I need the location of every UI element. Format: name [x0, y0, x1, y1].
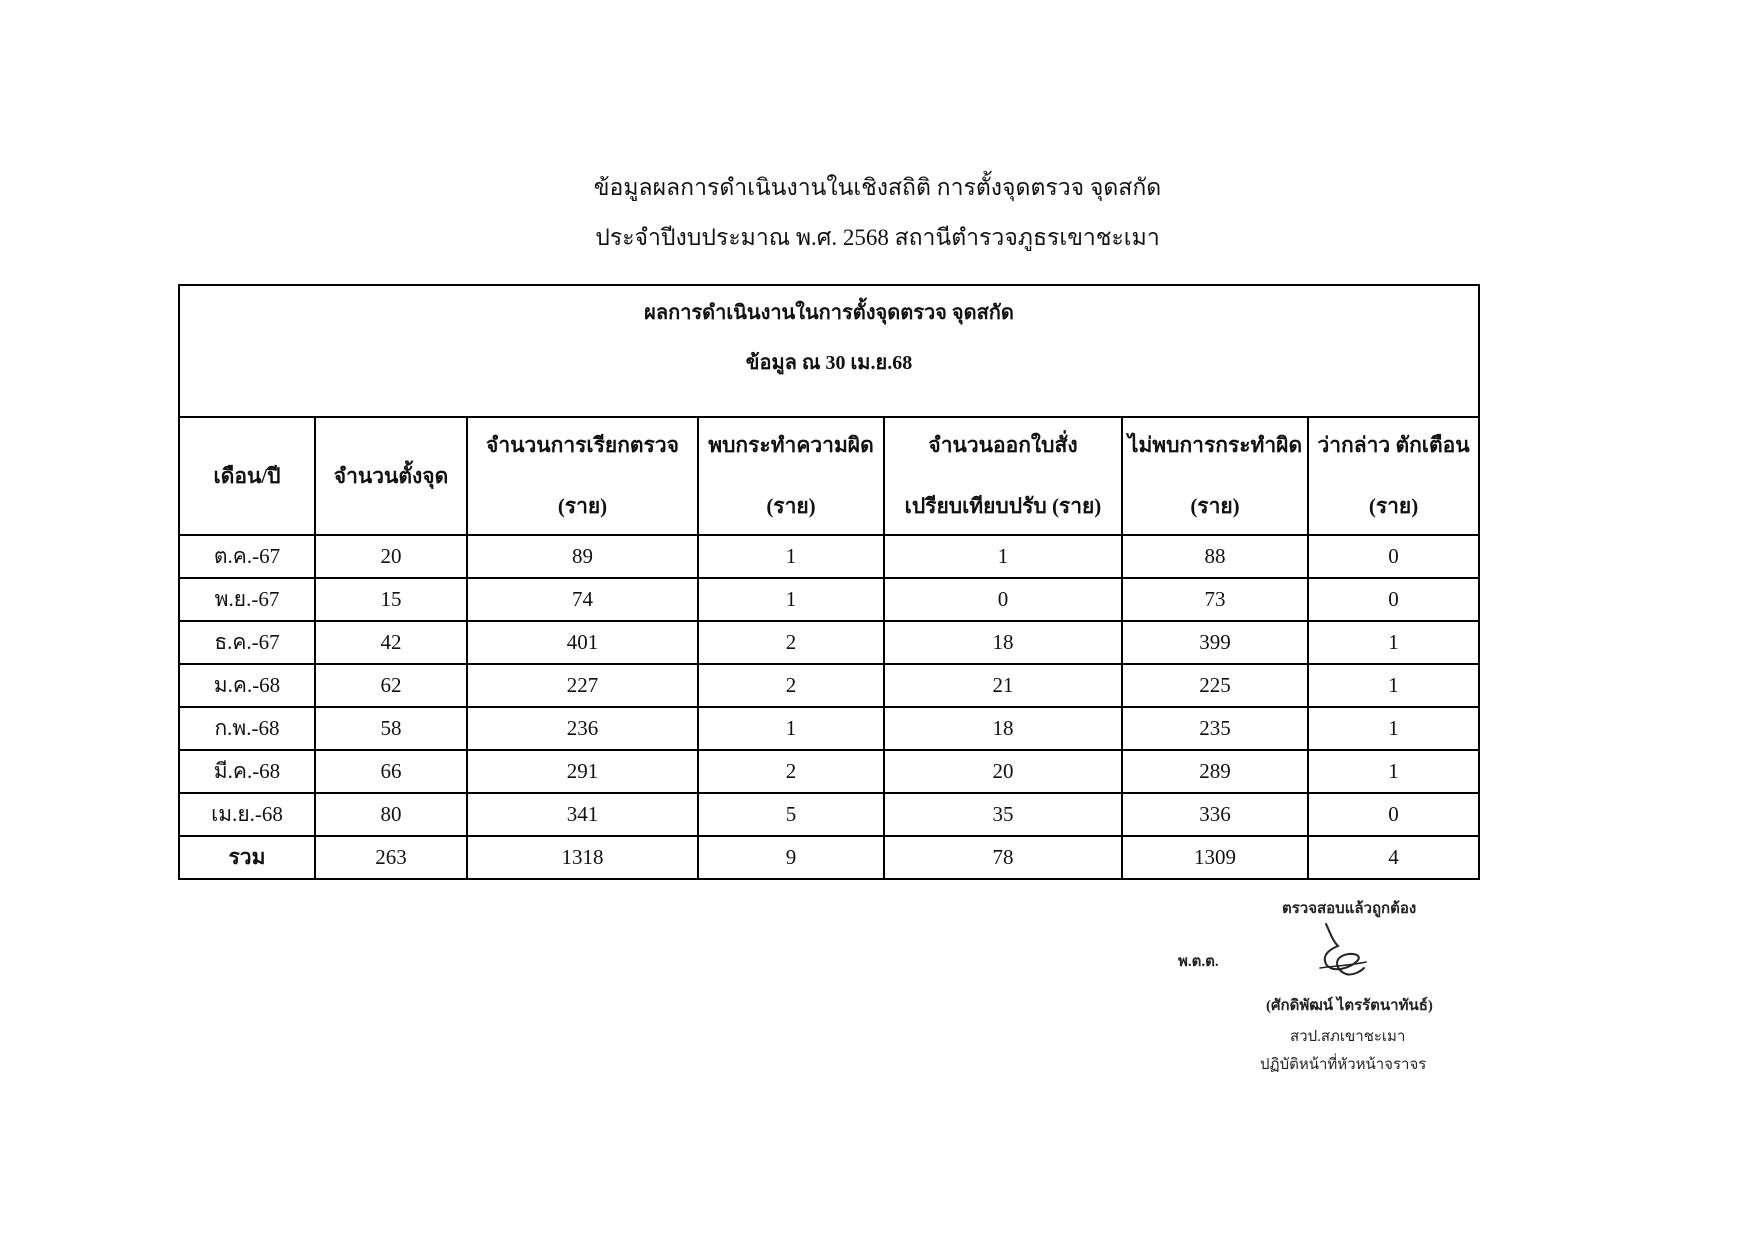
cell-no-offense: 399 [1122, 621, 1308, 664]
cell-inspections: 401 [467, 621, 698, 664]
table-row [179, 750, 1479, 793]
cell-warnings: 0 [1308, 578, 1479, 621]
cell-inspections: 89 [467, 535, 698, 578]
checkpoint-statistics-table [178, 284, 1480, 880]
header-checkpoints: จำนวนตั้งจุด [315, 417, 467, 535]
cell-checkpoints: 58 [315, 707, 467, 750]
table-row [179, 664, 1479, 707]
verified-note: ตรวจสอบแล้วถูกต้อง [1282, 901, 1417, 917]
cell-warnings: 1 [1308, 750, 1479, 793]
cell-no-offense: 73 [1122, 578, 1308, 621]
cell-warnings: 1 [1308, 621, 1479, 664]
total-label: รวม [179, 836, 315, 879]
cell-checkpoints: 15 [315, 578, 467, 621]
total-tickets: 78 [884, 836, 1122, 879]
cell-month: ก.พ.-68 [179, 707, 315, 750]
cell-tickets: 35 [884, 793, 1122, 836]
signer-name: (ศักดิพัฒน์ ไตรรัตนาทันธ์) [1266, 998, 1433, 1014]
signer-position: สวป.สภเขาชะเมา [1290, 1029, 1406, 1045]
table-header-row [179, 417, 1479, 535]
table-caption-title: ผลการดำเนินงานในการตั้งจุดตรวจ จุดสกัด [644, 302, 1014, 324]
cell-inspections: 227 [467, 664, 698, 707]
cell-offenses: 2 [698, 664, 884, 707]
table-caption [179, 285, 1479, 417]
header-month: เดือน/ปี [179, 417, 315, 535]
cell-no-offense: 289 [1122, 750, 1308, 793]
cell-month: มี.ค.-68 [179, 750, 315, 793]
cell-month: พ.ย.-67 [179, 578, 315, 621]
cell-warnings: 1 [1308, 664, 1479, 707]
signer-rank: พ.ต.ต. [1178, 954, 1219, 970]
cell-inspections: 291 [467, 750, 698, 793]
cell-warnings: 0 [1308, 793, 1479, 836]
cell-tickets: 18 [884, 707, 1122, 750]
cell-checkpoints: 20 [315, 535, 467, 578]
cell-month: ต.ค.-67 [179, 535, 315, 578]
cell-checkpoints: 62 [315, 664, 467, 707]
table-row [179, 621, 1479, 664]
cell-offenses: 2 [698, 750, 884, 793]
header-offenses: พบกระทำความผิด (ราย) [698, 417, 884, 535]
cell-tickets: 1 [884, 535, 1122, 578]
cell-tickets: 18 [884, 621, 1122, 664]
total-warnings: 4 [1308, 836, 1479, 879]
table-caption-date: ข้อมูล ณ 30 เม.ย.68 [745, 352, 913, 374]
cell-checkpoints: 80 [315, 793, 467, 836]
total-no-offense: 1309 [1122, 836, 1308, 879]
total-checkpoints: 263 [315, 836, 467, 879]
total-offenses: 9 [698, 836, 884, 879]
header-warnings: ว่ากล่าว ตักเตือน (ราย) [1308, 417, 1479, 535]
cell-checkpoints: 42 [315, 621, 467, 664]
cell-no-offense: 336 [1122, 793, 1308, 836]
document-title: ข้อมูลผลการดำเนินงานในเชิงสถิติ การตั้งจุดตรวจ จุดสกัด [593, 175, 1162, 200]
table-total-row [179, 836, 1479, 879]
cell-warnings: 1 [1308, 707, 1479, 750]
cell-checkpoints: 66 [315, 750, 467, 793]
cell-no-offense: 235 [1122, 707, 1308, 750]
cell-inspections: 341 [467, 793, 698, 836]
cell-offenses: 2 [698, 621, 884, 664]
total-inspections: 1318 [467, 836, 698, 879]
table-row [179, 707, 1479, 750]
table-row [179, 578, 1479, 621]
table-row [179, 535, 1479, 578]
cell-offenses: 1 [698, 535, 884, 578]
cell-inspections: 236 [467, 707, 698, 750]
cell-offenses: 1 [698, 707, 884, 750]
cell-tickets: 0 [884, 578, 1122, 621]
header-tickets: จำนวนออกใบสั่ง เปรียบเทียบปรับ (ราย) [884, 417, 1122, 535]
handwritten-signature [1312, 920, 1368, 982]
cell-month: ธ.ค.-67 [179, 621, 315, 664]
cell-month: เม.ย.-68 [179, 793, 315, 836]
cell-tickets: 20 [884, 750, 1122, 793]
cell-no-offense: 88 [1122, 535, 1308, 578]
cell-warnings: 0 [1308, 535, 1479, 578]
cell-offenses: 1 [698, 578, 884, 621]
signer-acting-role: ปฏิบัติหน้าที่หัวหน้าจราจร [1260, 1057, 1427, 1073]
cell-no-offense: 225 [1122, 664, 1308, 707]
header-no-offense: ไม่พบการกระทำผิด (ราย) [1122, 417, 1308, 535]
cell-month: ม.ค.-68 [179, 664, 315, 707]
cell-tickets: 21 [884, 664, 1122, 707]
cell-offenses: 5 [698, 793, 884, 836]
cell-inspections: 74 [467, 578, 698, 621]
table-row [179, 793, 1479, 836]
document-subtitle: ประจำปีงบประมาณ พ.ศ. 2568 สถานีตำรวจภูธรเขาชะเมา [595, 225, 1160, 250]
header-inspections: จำนวนการเรียกตรวจ (ราย) [467, 417, 698, 535]
